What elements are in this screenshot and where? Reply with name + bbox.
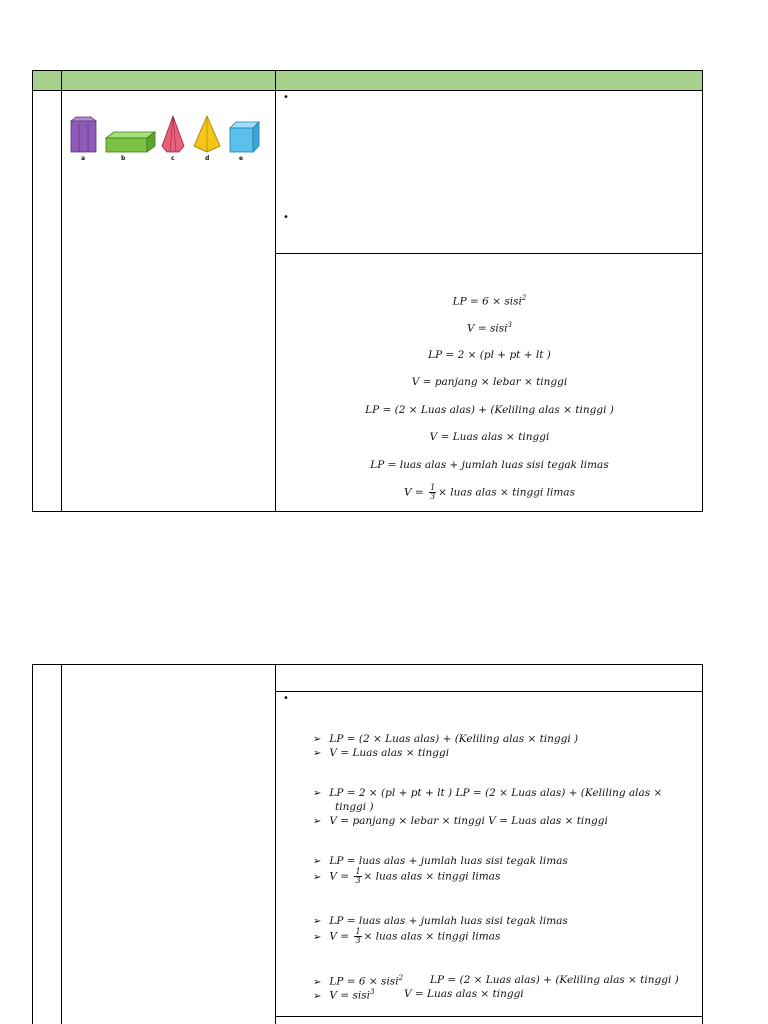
table-1-border xyxy=(32,90,703,91)
table-1-border xyxy=(702,70,703,512)
shape-label-e: e xyxy=(239,155,244,162)
fraction-one-third: $\frac{1}{3}$ xyxy=(430,483,436,501)
cube-icon xyxy=(230,122,259,152)
table-1-border xyxy=(32,70,33,512)
formula-lp-cube: LP = 6 × sisi$^2$ xyxy=(452,294,527,308)
list-item: ➢ LP = 2 × (pl + pt + lt ) LP = (2 × Luas alas) + (Keliling alas × xyxy=(313,787,663,799)
list-item-secondary: V = Luas alas × tinggi xyxy=(404,988,524,1000)
list-item: ➢ V = sisi$^3$ xyxy=(313,988,375,1002)
list-item-continuation: tinggi ) xyxy=(335,801,374,813)
table-1-border xyxy=(32,511,703,512)
table-2-border xyxy=(61,664,62,1024)
shape-label-d: d xyxy=(205,155,210,162)
table-1-border xyxy=(32,70,703,71)
table-1-border xyxy=(61,70,62,512)
pyramid-icon xyxy=(194,116,220,152)
formula-lp-pyramid: LP = luas alas + jumlah luas sisi tegak limas xyxy=(370,459,609,471)
table-2-border xyxy=(276,691,703,692)
table-2-border xyxy=(702,664,703,1024)
shape-label-a: a xyxy=(81,155,86,162)
formula-v-cube: V = sisi$^3$ xyxy=(466,321,513,335)
hexagonal-prism-icon xyxy=(71,117,96,152)
bullet-point: • xyxy=(283,92,289,103)
formula-lp-prism: LP = (2 × Luas alas) + (Keliling alas × tinggi ) xyxy=(365,404,614,416)
table-1-border xyxy=(275,70,276,512)
shape-label-b: b xyxy=(121,155,126,162)
formula-v-cuboid: V = panjang × lebar × tinggi xyxy=(411,376,568,388)
fraction-one-third: $\frac{1}{3}$ xyxy=(355,927,361,945)
list-item: ➢ V = Luas alas × tinggi xyxy=(313,747,450,759)
table-2-border xyxy=(32,664,703,665)
formula-lp-cuboid: LP = 2 × (pl + pt + lt ) xyxy=(428,349,551,361)
table-2-border xyxy=(32,664,33,1024)
fraction-one-third: $\frac{1}{3}$ xyxy=(355,867,361,885)
list-item: ➢ V = $\frac{1}{3}$ × luas alas × tinggi limas xyxy=(313,927,501,945)
list-item: ➢ LP = luas alas + jumlah luas sisi tegak limas xyxy=(313,915,568,927)
table-1-border xyxy=(276,253,703,254)
table-2-border xyxy=(276,1016,703,1017)
table-1-header-row xyxy=(33,71,703,90)
list-item-secondary: LP = (2 × Luas alas) + (Keliling alas × tinggi ) xyxy=(430,974,679,986)
cuboid-icon xyxy=(106,132,155,152)
list-item: ➢ LP = luas alas + jumlah luas sisi tegak limas xyxy=(313,855,568,867)
formula-v-pyramid: V = $\frac{1}{3}$ × luas alas × tinggi limas xyxy=(404,483,575,501)
shape-label-c: c xyxy=(171,155,175,162)
table-2-border xyxy=(275,664,276,1024)
list-item: ➢ LP = 6 × sisi$^2$ xyxy=(313,974,404,988)
list-item: ➢ V = $\frac{1}{3}$ × luas alas × tinggi limas xyxy=(313,867,501,885)
bullet-point: • xyxy=(283,693,289,704)
geometric-shapes-figure xyxy=(66,112,266,162)
list-item: ➢ LP = (2 × Luas alas) + (Keliling alas × tinggi ) xyxy=(313,733,579,745)
cone-icon xyxy=(162,116,184,152)
bullet-point: • xyxy=(283,212,289,223)
list-item: ➢ V = panjang × lebar × tinggi V = Luas alas × tinggi xyxy=(313,815,608,827)
formula-v-prism: V = Luas alas × tinggi xyxy=(429,431,550,443)
